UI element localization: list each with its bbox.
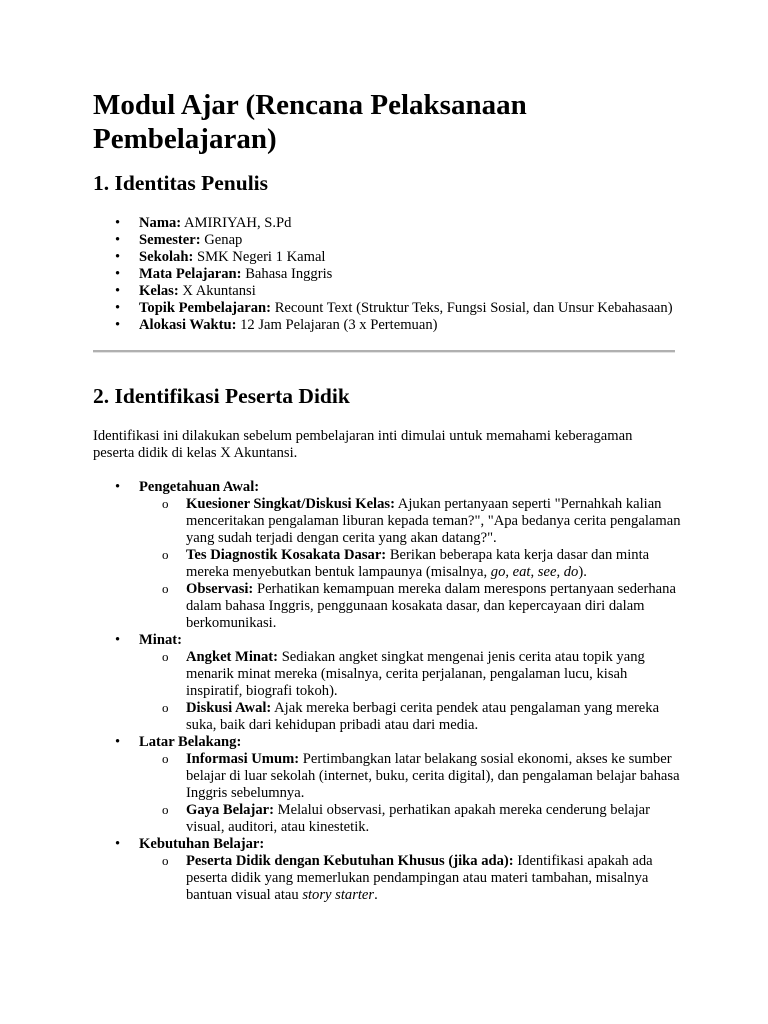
sub-item [186,700,683,734]
sub-list [139,751,683,836]
sub-item-tail: ). [578,564,587,580]
sub-item-text: Sediakan angket singkat mengenai jenis cerita atau topik yang menarik minat mereka (misalnya, cerita perjalanan, pengalaman lucu, kisah inspiratif, biografi tokoh). [186,649,645,699]
identity-value: Recount Text (Struktur Teks, Fungsi Sosial, dan Unsur Kebahasaan) [274,300,673,316]
sub-list [139,853,683,904]
identity-value: 12 Jam Pelajaran (3 x Pertemuan) [240,317,438,333]
sub-item-text: Berikan beberapa kata kerja dasar dan minta mereka menyebutkan bentuk lampaunya (misalnya, [186,547,650,580]
identity-item [139,249,683,266]
sub-item-text: Ajak mereka berbagi cerita pendek atau pengalaman yang mereka suka, baik dari kehidupan pribadi atau dari media. [186,700,660,733]
horizontal-divider [93,350,675,353]
group-pengetahuan-awal [139,479,683,632]
example-word: eat [512,564,531,580]
identity-value: AMIRIYAH, S.Pd [184,215,292,231]
sub-item-text: Ajukan pertanyaan seperti "Pernahkah kalian menceritakan pengalaman liburan kepada teman?", "Apa bedanya cerita pengalaman yang sudah terjadi dengan cerita yang akan datang?". [186,496,681,546]
document-content [93,88,683,904]
identity-value: SMK Negeri 1 Kamal [197,249,326,265]
sub-item-label: Angket Minat: [186,649,279,665]
sub-item-italic: story starter [302,887,375,903]
identity-label: Kelas: [139,283,179,299]
section-heading-identifikasi: 2. Identifikasi Peserta Didik [93,384,350,408]
identity-label: Sekolah: [139,249,194,265]
sub-item [186,581,683,632]
group-label: Pengetahuan Awal: [139,479,260,495]
identity-label: Semester: [139,232,201,248]
group-kebutuhan-belajar [139,836,683,904]
group-label: Kebutuhan Belajar: [139,836,265,852]
identity-item [139,215,683,232]
group-latar-belakang [139,734,683,836]
identity-item [139,232,683,249]
sub-item-label: Peserta Didik dengan Kebutuhan Khusus (jika ada): [186,853,514,869]
example-word: see [537,564,557,580]
identity-label: Topik Pembelajaran: [139,300,272,316]
sub-item-label: Informasi Umum: [186,751,300,767]
sub-item [186,802,683,836]
identity-list [93,215,683,334]
identity-label: Nama: [139,215,182,231]
identity-item [139,317,683,334]
sub-item [186,649,683,700]
learner-identification-list [93,479,683,904]
example-word: go [490,564,506,580]
sub-item [186,853,683,904]
identity-item [139,283,683,300]
group-minat [139,632,683,734]
page-title: Modul Ajar (Rencana Pelaksanaan Pembelajaran) [93,89,527,155]
sub-item-label: Kuesioner Singkat/Diskusi Kelas: [186,496,395,512]
sub-item-label: Observasi: [186,581,254,597]
group-label: Minat: [139,632,182,648]
sub-item-label: Diskusi Awal: [186,700,272,716]
sub-item-text: Perhatikan kemampuan mereka dalam merespons pertanyaan sederhana dalam bahasa Inggris, penggunaan kosakata dasar, dan kepercayaan diri dalam berkomunikasi. [186,581,676,631]
sub-item-label: Tes Diagnostik Kosakata Dasar: [186,547,387,563]
identity-label: Mata Pelajaran: [139,266,242,282]
sub-item: o Tes Diagnostik Kosakata Dasar: Berikan beberapa kata kerja dasar dan minta mereka menyebutkan bentuk lampaunya (misalnya, go, eat, see, do). [186,547,683,581]
section-heading-identitas: 1. Identitas Penulis [93,171,269,195]
identity-value: Bahasa Inggris [245,266,333,282]
sub-item-tail: . [374,887,378,903]
identity-item [139,266,683,283]
section-intro: Identifikasi ini dilakukan sebelum pembelajaran inti dimulai untuk memahami keberagaman peserta didik di kelas X Akuntansi. [93,428,633,461]
identity-label: Alokasi Waktu: [139,317,237,333]
identity-item [139,300,683,317]
sub-item [186,751,683,802]
example-word: do [563,564,579,580]
group-label: Latar Belakang: [139,734,242,750]
sub-item-text: Melalui observasi, perhatikan apakah mereka cenderung belajar visual, auditori, atau kinestetik. [186,802,650,835]
sub-item-label: Gaya Belajar: [186,802,274,818]
sub-list [139,496,683,632]
sub-item-text: Identifikasi apakah ada peserta didik yang memerlukan pendampingan atau materi tambahan, misalnya bantuan visual atau [186,853,653,903]
identity-value: X Akuntansi [182,283,256,299]
sub-list [139,649,683,734]
sub-item-text: Pertimbangkan latar belakang sosial ekonomi, akses ke sumber belajar di luar sekolah (internet, buku, cerita digital), dan pengalaman belajar bahasa Inggris sebelumnya. [186,751,680,801]
sub-item [186,496,683,547]
identity-value: Genap [204,232,243,248]
